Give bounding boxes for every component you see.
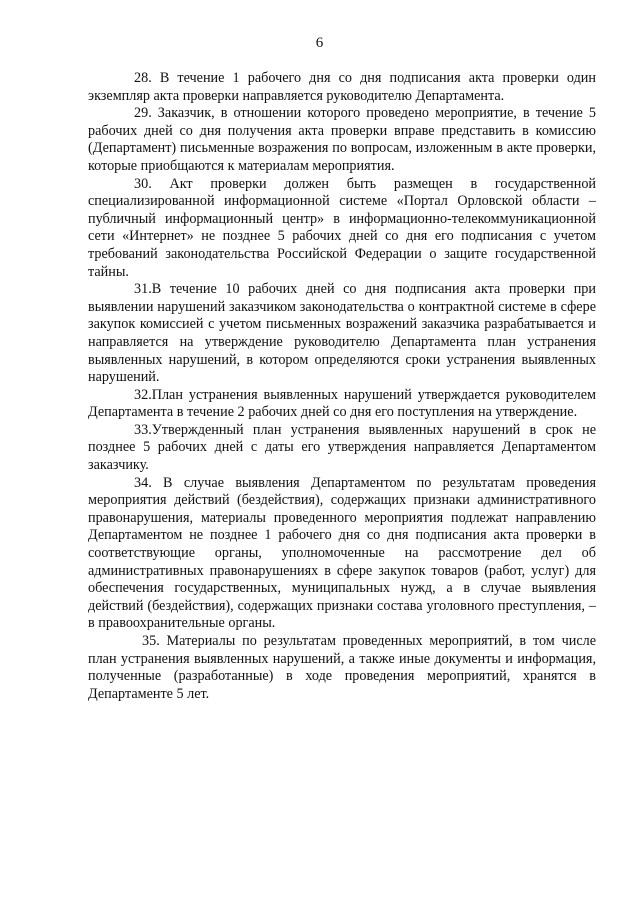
- page-number: 6: [315, 35, 324, 51]
- paragraph-35: 35. Материалы по результатам проведенных мероприятий, в том числе план устранения выявленных нарушений, а также иные документы и информация, полученные (разработанные) в ходе проведения мероприятий, хранятся в Департаменте 5 лет.: [88, 633, 596, 702]
- paragraph-31: 31.В течение 10 рабочих дней со дня подписания акта проверки при выявлении нарушений заказчиком законодательства о контрактной системе в сфере закупок комиссией с учетом письменных возражений заказчика разрабатывается и направляется на утверждение руководителю Департамента план устранения выявленных нарушений, в котором определяются сроки устранения выявленных нарушений.: [88, 281, 596, 386]
- document-body: [88, 70, 596, 703]
- paragraph-28: 28. В течение 1 рабочего дня со дня подписания акта проверки один экземпляр акта проверки направляется руководителю Департамента.: [88, 70, 596, 104]
- paragraph-30: 30. Акт проверки должен быть размещен в государственной специализированной информационной системе «Портал Орловской области – публичный информационный центр» в информационно-телекоммуникационной сети «Интернет» не позднее 5 рабочих дней со дня его подписания с учетом требований законодательства Российской Федерации о защите государственной тайны.: [88, 175, 596, 280]
- paragraph-32: 32.План устранения выявленных нарушений утверждается руководителем Департамента в течение 2 рабочих дней со дня его поступления на утверждение.: [88, 386, 596, 421]
- paragraph-33: 33.Утвержденный план устранения выявленных нарушений в срок не позднее 5 рабочих дней с даты его утверждения направляется Департаментом заказчику.: [88, 421, 596, 474]
- paragraph-29: 29. Заказчик, в отношении которого проведено мероприятие, в течение 5 рабочих дней со дня получения акта проверки вправе представить в комиссию (Департамент) письменные возражения по вопросам, изложенным в акте проверки, которые приобщаются к материалам мероприятия.: [88, 105, 596, 174]
- paragraph-34: 34. В случае выявления Департаментом по результатам проведения мероприятия действий (бездействия), содержащих признаки административного правонарушения, материалы проведенного мероприятия подлежат направлению Департаментом не позднее 1 рабочего дня со дня подписания акта проверки в соответствующие органы, уполномоченные на рассмотрение дел об административных правонарушениях в сфере закупок товаров (работ, услуг) для обеспечения государственных, муниципальных нужд, а в случае выявления действий (бездействия), содержащих признаки состава уголовного преступления, – в правоохранительные органы.: [88, 474, 596, 632]
